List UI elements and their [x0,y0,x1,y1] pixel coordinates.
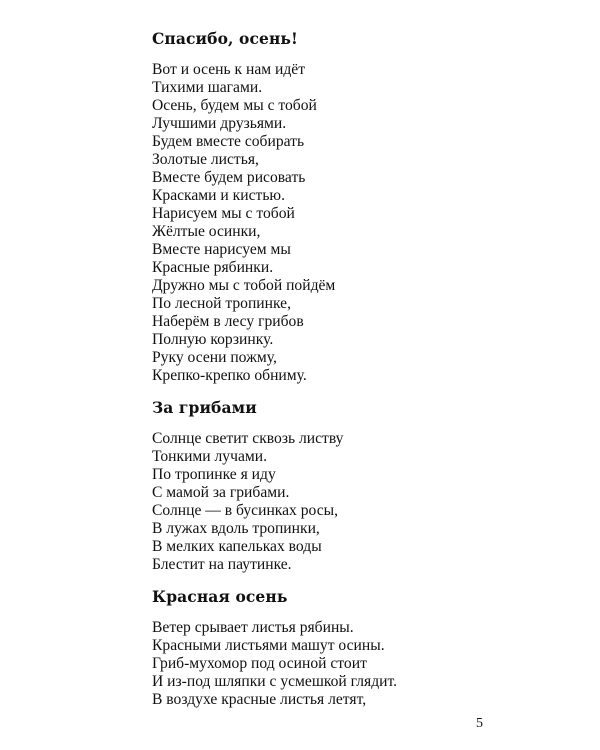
poem-line: И из-под шляпки с усмешкой глядит. [152,673,398,690]
poem-krasnaya-osen [152,587,572,709]
poem-title: За грибами [152,398,257,417]
poem-line: Полную корзинку. [152,331,274,348]
poem-line: Солнце светит сквозь листву [152,430,344,447]
poem-line: Гриб-мухомор под осиной стоит [152,655,367,672]
poem-line: В лужах вдоль тропинки, [152,520,320,537]
poem-line: Руку осени пожму, [152,349,277,366]
poem-line: Тонкими лучами. [152,448,267,465]
poem-line: Солнце — в бусинках росы, [152,502,339,519]
poem-line: Дружно мы с тобой пойдём [152,277,336,294]
poem-line: С мамой за грибами. [152,484,290,501]
poem-line: Нарисуем мы с тобой [152,205,295,222]
poem-body [152,61,572,385]
poem-line: Блестит на паутинке. [152,556,292,573]
poem-line: Лучшими друзьями. [152,115,287,132]
poem-line: По тропинке я иду [152,466,276,483]
poem-line: Красками и кистью. [152,187,285,204]
poem-line: Будем вместе собирать [152,133,305,150]
poem-line: Красными листьями машут осины. [152,637,385,654]
poem-line: Золотые листья, [152,151,259,168]
poem-body [152,430,572,574]
poem-za-gribami [152,398,572,574]
poem-spasibo-osen [152,29,572,385]
poem-line: Ветер срывает листья рябины. [152,619,354,636]
poem-line: По лесной тропинке, [152,295,291,312]
poem-body [152,619,572,709]
poem-line: Осень, будем мы с тобой [152,97,317,114]
poem-line: В мелких капельках воды [152,538,322,555]
poem-line: В воздухе красные листья летят, [152,691,367,708]
poem-line: Крепко-крепко обниму. [152,367,307,384]
poem-line: Вместе будем рисовать [152,169,306,186]
poem-line: Вместе нарисуем мы [152,241,291,258]
poem-title: Спасибо, осень! [152,29,298,48]
poem-line: Тихими шагами. [152,79,263,96]
poem-line: Вот и осень к нам идёт [152,61,306,78]
page-number: 5 [476,716,483,731]
poem-line: Жёлтые осинки, [152,223,261,240]
poem-line: Наберём в лесу грибов [152,313,304,330]
poem-line: Красные рябинки. [152,259,274,276]
poem-title: Красная осень [152,587,288,606]
